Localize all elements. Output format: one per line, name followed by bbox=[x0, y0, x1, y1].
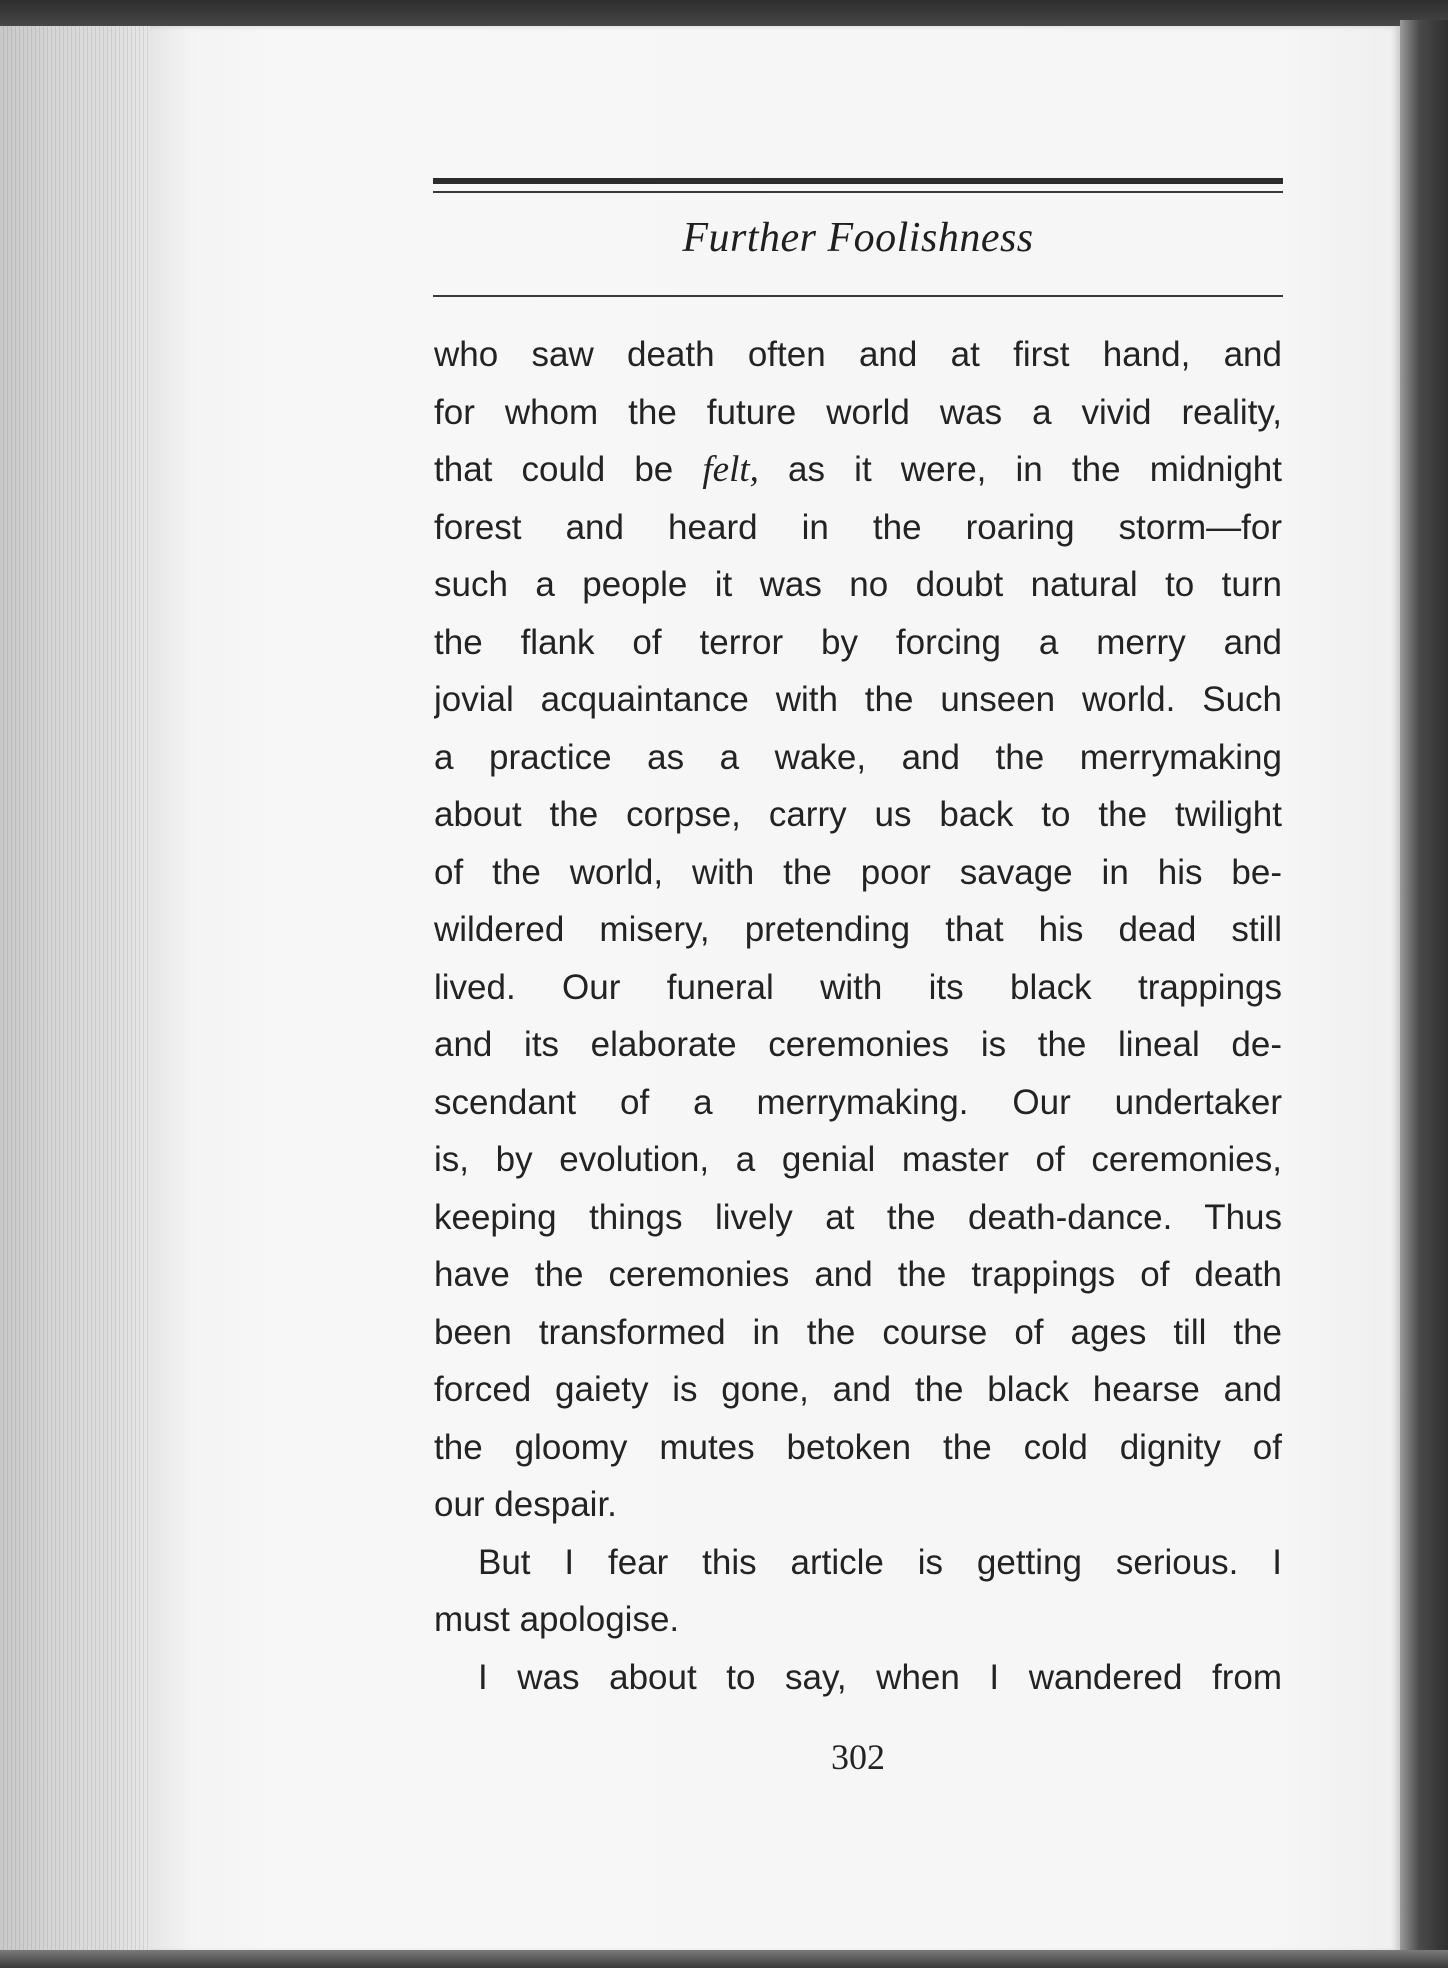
text-line: But I fear this article is getting serious. I bbox=[478, 1542, 1282, 1582]
italic-word: felt, bbox=[702, 449, 759, 490]
header-rule-lower bbox=[433, 295, 1283, 297]
text-line: scendant of a merrymaking. Our undertaker bbox=[434, 1082, 1282, 1122]
header-rule-thin bbox=[433, 191, 1283, 193]
text-line: the gloomy mutes betoken the cold dignity of bbox=[434, 1427, 1282, 1467]
running-head: Further Foolishness bbox=[682, 215, 1034, 261]
page-edges bbox=[0, 26, 160, 1956]
text-line: forest and heard in the roaring storm—for bbox=[434, 507, 1282, 547]
text-line: and its elaborate ceremonies is the lineal de- bbox=[434, 1025, 1282, 1064]
text-line: for whom the future world was a vivid reality, bbox=[434, 392, 1282, 432]
text-line: who saw death often and at first hand, and bbox=[434, 335, 1282, 374]
text-line: about the corpse, carry us back to the twilight bbox=[434, 795, 1282, 834]
text-line: wildered misery, pretending that his dead still bbox=[434, 910, 1282, 949]
header-rule-thick bbox=[433, 178, 1283, 184]
text-line: our despair. bbox=[434, 1485, 617, 1524]
text-line: have the ceremonies and the trappings of death bbox=[434, 1255, 1282, 1294]
page-number: 302 bbox=[831, 1737, 885, 1777]
body-text bbox=[434, 326, 1282, 1706]
text-line: is, by evolution, a genial master of ceremonies, bbox=[434, 1140, 1282, 1179]
text-line: the flank of terror by forcing a merry and bbox=[434, 622, 1282, 662]
text-line: lived. Our funeral with its black trappings bbox=[434, 967, 1282, 1007]
text-line: I was about to say, when I wandered from bbox=[478, 1657, 1282, 1697]
text-line: forced gaiety is gone, and the black hearse and bbox=[434, 1370, 1282, 1409]
scan-right-border bbox=[1400, 20, 1448, 1968]
scan-bottom-border bbox=[0, 1950, 1448, 1968]
text-line: that could be felt, as it were, in the midnight bbox=[434, 449, 1282, 490]
text-line: a practice as a wake, and the merrymaking bbox=[434, 737, 1282, 777]
text-line: been transformed in the course of ages till the bbox=[434, 1312, 1282, 1352]
text-line: such a people it was no doubt natural to turn bbox=[434, 565, 1282, 604]
text-line: must apologise. bbox=[434, 1600, 680, 1639]
text-line: jovial acquaintance with the unseen world. Such bbox=[434, 680, 1282, 719]
text-line: of the world, with the poor savage in his be- bbox=[434, 852, 1282, 892]
text-line: keeping things lively at the death-dance. Thus bbox=[434, 1197, 1282, 1237]
